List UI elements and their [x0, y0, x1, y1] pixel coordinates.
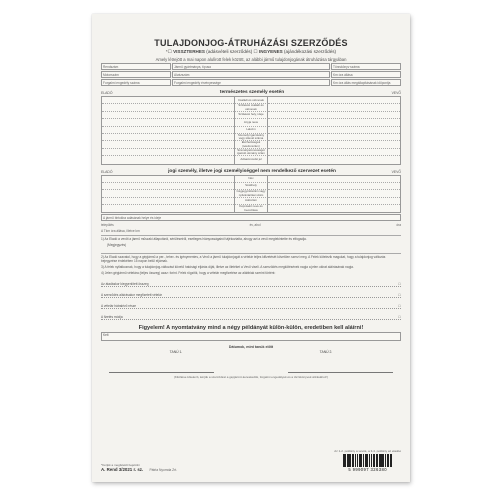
clause-2: 2) Az Eladó szavatol, hogy a gépjármű a per-, teher- és igénymentes, a Vevő a jármű tulajdonjogát a vételár teljes kifizetését követően szerzi meg. A Felek kötelezik magukat, hogy a tulajdonjog változás bejegyzése érdekében 15 napon belül eljárnak. [101, 255, 386, 264]
row-label: Személyazonosságot igazoló okmány szám [234, 149, 268, 156]
make-type-field[interactable]: Jármű gyártmánya, típusa [172, 63, 330, 70]
handover-time-row [101, 223, 401, 227]
natural-person-grid [101, 96, 401, 165]
odometer-date-field[interactable]: Km óra állás megállapításának időpontja [331, 79, 401, 86]
checkbox-icon[interactable]: ☐ [253, 49, 258, 54]
buyer-input[interactable] [268, 134, 400, 141]
year-label: év, ahol [249, 223, 261, 228]
row-label: Képviselő neve és beosztása [234, 205, 268, 212]
witness-labels [101, 350, 401, 354]
section-legal-entity-head [101, 169, 401, 174]
checkbox-icon[interactable]: ☐ [398, 292, 401, 297]
seller-input[interactable] [102, 141, 234, 148]
buyer-input[interactable] [268, 190, 400, 197]
seller-input[interactable] [102, 205, 234, 212]
clause-3: 3) A felek nyilatkoznak, hogy a tulajdonjog-változást követő hatósági eljárás díját, illetve az illetéket a Vevő viseli. A szerződés megkötésének napja a jelen okirat aláírásának napja. [101, 265, 354, 270]
clause-1: 1) Az Eladó a vevőt a jármű műszaki állapotáról, sérüléseiről, esetleges hiányosságairól tájékoztatta, ahogy azt a vevő megtekintette és elfogadja. [101, 237, 307, 242]
signature-lines [101, 372, 401, 373]
signature-warning: Figyelem! A nyomtatvány mind a négy példányát külön-külön, eredetiben kell aláírni! [138, 324, 364, 331]
divider [101, 253, 401, 254]
vehicle-row-1 [101, 63, 401, 70]
payment-row[interactable] [101, 300, 401, 309]
barcode-bar [369, 454, 370, 467]
buyer-input[interactable] [268, 104, 400, 111]
barcode-number: 5 999097 326380 [348, 467, 387, 472]
seller-input[interactable] [102, 149, 234, 156]
option-free-note: (ajándékozási szerződés) [283, 49, 337, 54]
option-onerous: VISSZTERHES [173, 49, 206, 54]
option-free: INGYENES [258, 49, 283, 54]
barcode [334, 449, 401, 473]
barcode-bar [385, 454, 386, 467]
seller-input[interactable] [102, 104, 234, 111]
seller-input[interactable] [102, 134, 234, 141]
remarks-label: Kelt [103, 333, 109, 338]
km-note-row [101, 229, 401, 233]
contract-form-sheet [92, 14, 410, 482]
buyer-label: VEVŐ [391, 169, 401, 174]
barcode-bars [343, 454, 393, 467]
seller-input[interactable] [102, 156, 234, 163]
form-code [101, 467, 177, 472]
seller-input[interactable] [102, 97, 234, 104]
checkbox-icon[interactable]: ☐ [398, 314, 401, 319]
payment-row-label: A vételár hátralévő része [101, 303, 137, 308]
buyer-label: VEVŐ [391, 91, 401, 95]
form-code-text: A. Rend 3/2021 r. sz. [101, 467, 144, 472]
clause-4: 4) Jelen gépjármű vételára (teljes összeg) azaz: forint. Felek rögzítik, hogy a vételár megfizetése az alábbiak szerint történt: [101, 271, 276, 275]
km-note: A Tkm óra állása, illetve km [101, 229, 140, 234]
witness-heading: Dátumok, mint tanúk előtt [228, 344, 274, 349]
row-label: Lakcím [234, 127, 268, 134]
row-label: Családi és utónevek [234, 97, 268, 104]
row-label: Elérhetőségek (telefonszám) [234, 141, 268, 148]
checkbox-icon[interactable]: ☐ [398, 303, 401, 308]
barcode-bar [391, 454, 392, 467]
engine-number-field[interactable]: Motorszám [101, 71, 171, 78]
handover-place-field[interactable]: A jármű birtokba adásának helye és ideje [101, 214, 401, 221]
seller-label: ELADÓ [101, 91, 113, 95]
plate-field[interactable]: Rendszám [101, 63, 171, 70]
buyer-input[interactable] [268, 149, 400, 156]
vehicle-row-2 [101, 71, 401, 78]
payment-row[interactable] [101, 278, 401, 287]
row-label: Székhely [234, 183, 268, 190]
row-label: Név [234, 176, 268, 183]
seller-input[interactable] [102, 176, 234, 183]
odometer-field[interactable]: Km óra állása [331, 71, 401, 78]
settlement-label: település [101, 223, 114, 228]
license-number-field[interactable]: Forgalmi engedély száma [101, 79, 171, 86]
buyer-input[interactable] [268, 119, 400, 126]
option-onerous-note: (adásvételi szerződés) [206, 49, 253, 54]
payment-row-label: A szerződés aláírásakor megfizetett vételár [101, 292, 162, 297]
buyer-input[interactable] [268, 176, 400, 183]
publisher: Pátria Nyomda Zrt. [149, 468, 178, 472]
form-intro: Amely létrejött a mai napon alulírott felek között, az alábbi jármű tulajdonjogának átruházása tárgyában [155, 57, 347, 62]
buyer-input[interactable] [268, 141, 400, 148]
form-title: TULAJDONJOG-ÁTRUHÁZÁSI SZERZŐDÉS [154, 38, 348, 48]
buyer-input[interactable] [268, 198, 400, 205]
form-footer [101, 449, 401, 473]
section-legal-entity-title: jogi személy, illetve jogi személyiséggel nem rendelkező szervezet esetén [168, 168, 336, 174]
row-label: Születési hely, ideje [234, 112, 268, 119]
payment-row[interactable] [101, 311, 401, 320]
seller-input[interactable] [102, 112, 234, 119]
row-label: Anyja neve [234, 119, 268, 126]
divider [101, 235, 401, 236]
footer-note: (Kitöltése kötelező, kérjük a szerződést a gépjármű-kereskedők, forgalmi engedélyek és a törzskönyvek átírásához!) [173, 374, 329, 379]
legal-entity-grid [101, 175, 401, 214]
vehicle-row-3 [101, 79, 401, 86]
license-validity-field[interactable]: Forgalmi engedély érvényessége [172, 79, 330, 86]
buyer-input[interactable] [268, 205, 400, 212]
buyer-input[interactable] [268, 112, 400, 119]
seller-label: ELADÓ [101, 169, 113, 174]
seller-input[interactable] [102, 183, 234, 190]
payment-row-label: Az átadáskor kiegyenlített összeg [101, 281, 149, 286]
barcode-bar [345, 454, 346, 467]
barcode-bar [353, 454, 354, 467]
row-label: Adószám [234, 198, 268, 205]
hour-label: óra [396, 223, 401, 228]
chassis-field[interactable]: Alvázszám [172, 71, 330, 78]
copies-note: Az 1-2. példány a vevőé, a 3-4. példány az eladóé [334, 448, 401, 453]
form-subtitle [101, 49, 401, 55]
barcode-bar [361, 454, 362, 467]
buyer-input[interactable] [268, 183, 400, 190]
section-natural-person-head [101, 90, 401, 95]
registration-field[interactable]: Törzskönyv száma [331, 63, 401, 70]
seller-signature-line[interactable] [109, 372, 214, 373]
remarks-field[interactable] [101, 332, 401, 341]
section-natural-person-title: természetes személy esetén [219, 90, 285, 95]
witness-1-label: TANÚ 1. [169, 349, 183, 354]
checkbox-icon[interactable]: ☐ [398, 281, 401, 286]
checkbox-icon[interactable]: *☐ [165, 49, 172, 54]
buyer-input[interactable] [268, 156, 400, 163]
row-label: Személyi igazolvány vagy útlevél száma [234, 134, 268, 141]
seller-input[interactable] [102, 190, 234, 197]
clause-1-remark: (Megjegyzés) [107, 243, 127, 248]
witness-2-label: TANÚ 2. [319, 349, 333, 354]
barcode-bar [377, 454, 378, 467]
seller-input[interactable] [102, 198, 234, 205]
buyer-input[interactable] [268, 97, 400, 104]
payment-row-label: A fizetés módja [101, 314, 123, 319]
buyer-input[interactable] [268, 127, 400, 134]
seller-input[interactable] [102, 127, 234, 134]
row-label: Adóazonosító jel [234, 156, 268, 163]
seller-input[interactable] [102, 119, 234, 126]
row-label: Cégjegyzékszám vagy nyilvántartási szám [234, 190, 268, 197]
buyer-signature-line[interactable] [288, 372, 393, 373]
footnote: *Kérjük a megfelelőt bejelölni [101, 463, 140, 467]
payment-row[interactable] [101, 289, 401, 298]
row-label: Születési családi és utónevek [234, 104, 268, 111]
